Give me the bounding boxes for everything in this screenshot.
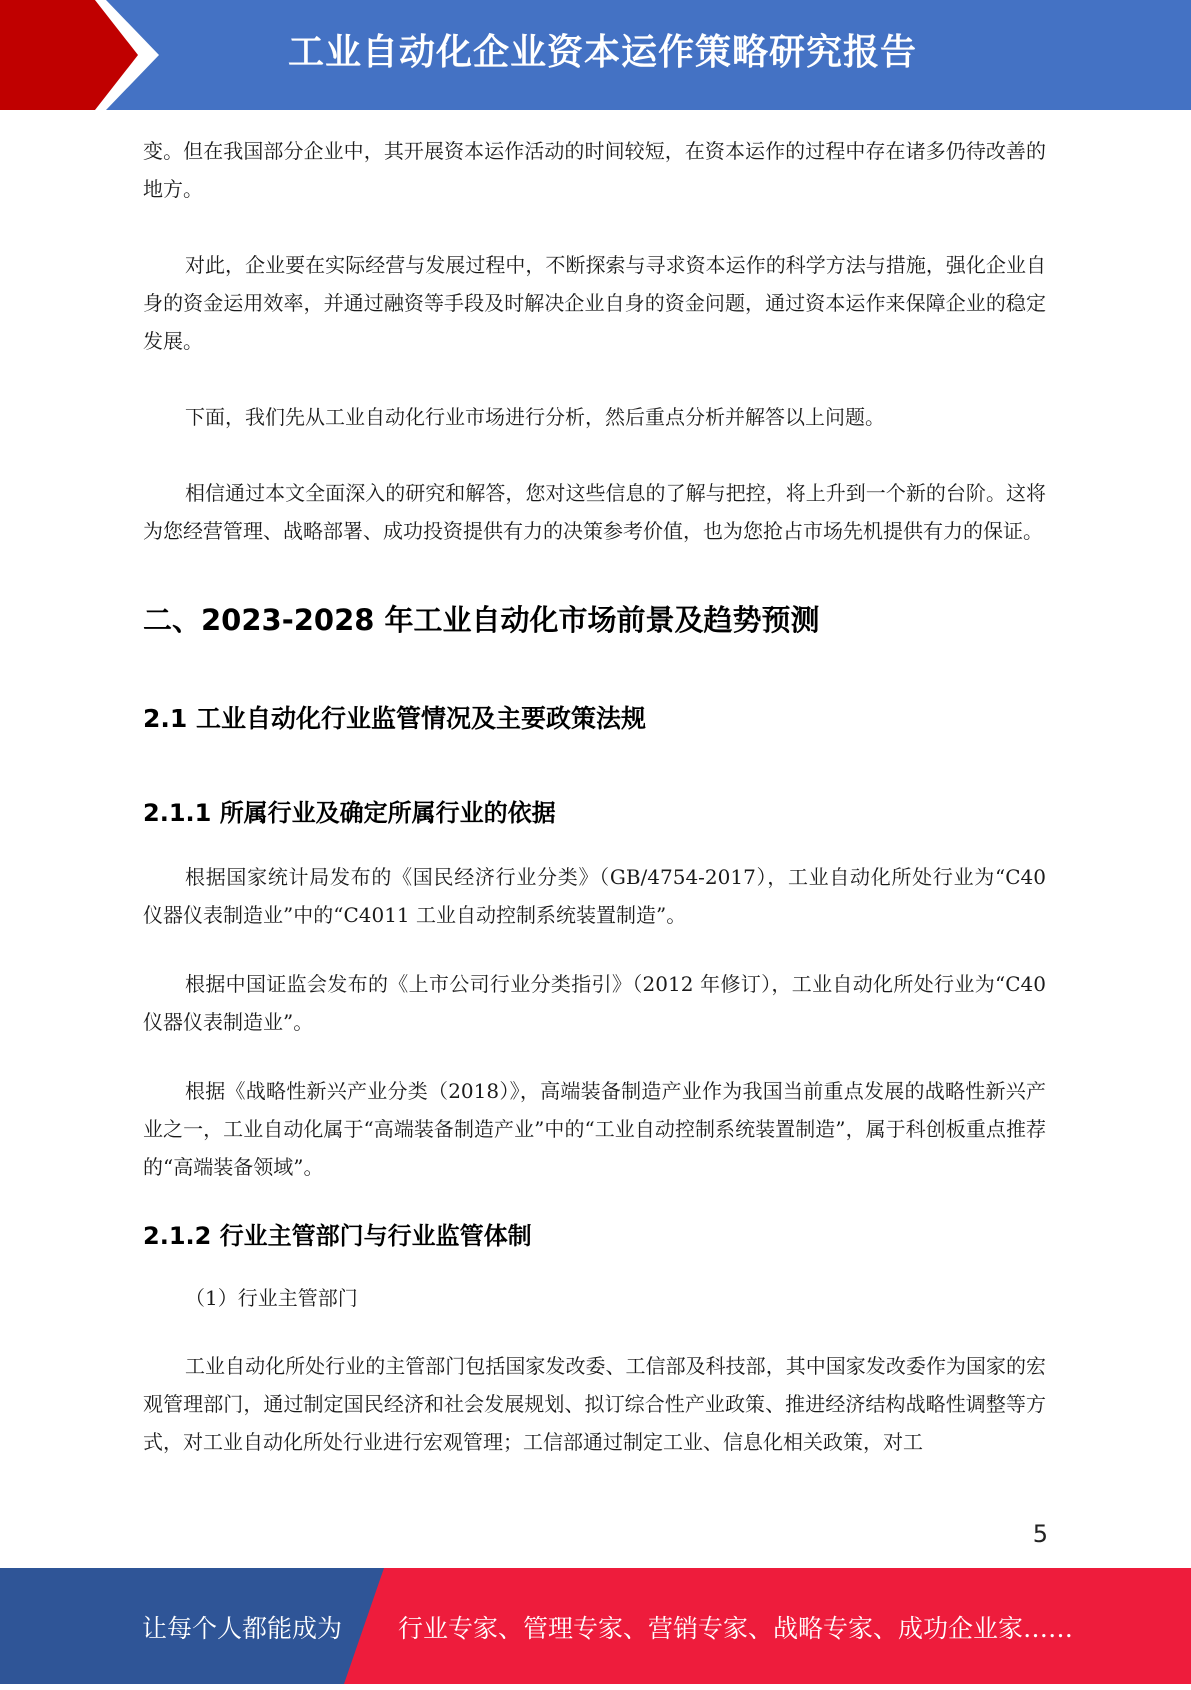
footer-slogan-left: 让每个人都能成为 (142, 1614, 343, 1643)
page-header (0, 0, 1191, 110)
paragraph-2: 对此，企业要在实际经营与发展过程中，不断探索与寻求资本运作的科学方法与措施，强化企业自身的资金运用效率，并通过融资等手段及时解决企业自身的资金问题，通过资本运作来保障企业的稳定发展。 (143, 253, 1046, 353)
paragraph-1: 变。但在我国部分企业中，其开展资本运作活动的时间较短，在资本运作的过程中存在诸多仍待改善的地方。 (143, 139, 1046, 201)
subsection-heading: 2.1 工业自动化行业监管情况及主要政策法规 (143, 704, 646, 733)
section-heading: 二、2023-2028 年工业自动化市场前景及趋势预测 (143, 603, 820, 637)
paragraph-6: 根据中国证监会发布的《上市公司行业分类指引》（2012 年修订），工业自动化所处行业为“C40 仪器仪表制造业”。 (143, 972, 1046, 1034)
page-number: 5 (1032, 1520, 1048, 1548)
document-body (143, 132, 1046, 1461)
list-label: （1）行业主管部门 (185, 1286, 358, 1310)
paragraph-4: 相信通过本文全面深入的研究和解答，您对这些信息的了解与把控，将上升到一个新的台阶。这将为您经营管理、战略部署、成功投资提供有力的决策参考价值，也为您抢占市场先机提供有力的保证。 (143, 481, 1046, 543)
page-footer (0, 1568, 1191, 1684)
sub-subsection-heading-2: 2.1.2 行业主管部门与行业监管体制 (143, 1222, 532, 1250)
paragraph-3: 下面，我们先从工业自动化行业市场进行分析，然后重点分析并解答以上问题。 (185, 405, 885, 429)
footer-slogan-right: 行业专家、管理专家、营销专家、战略专家、成功企业家…… (398, 1614, 1074, 1643)
sub-subsection-heading-1: 2.1.1 所属行业及确定所属行业的依据 (143, 799, 556, 827)
paragraph-5: 根据国家统计局发布的《国民经济行业分类》（GB/4754-2017），工业自动化所处行业为“C40 仪器仪表制造业”中的“C4011 工业自动控制系统装置制造”。 (143, 865, 1046, 927)
paragraph-8: 工业自动化所处行业的主管部门包括国家发改委、工信部及科技部，其中国家发改委作为国家的宏观管理部门，通过制定国民经济和社会发展规划、拟订综合性产业政策、推进经济结构战略性调整等方式，对工业自动化所处行业进行宏观管理；工信部通过制定工业、信息化相关政策，对工 (143, 1354, 1046, 1454)
report-title: 工业自动化企业资本运作策略研究报告 (287, 32, 917, 73)
paragraph-7: 根据《战略性新兴产业分类（2018）》，高端装备制造产业作为我国当前重点发展的战略性新兴产业之一，工业自动化属于“高端装备制造产业”中的“工业自动控制系统装置制造”，属于科创板重点推荐的“高端装备领域”。 (143, 1079, 1046, 1179)
